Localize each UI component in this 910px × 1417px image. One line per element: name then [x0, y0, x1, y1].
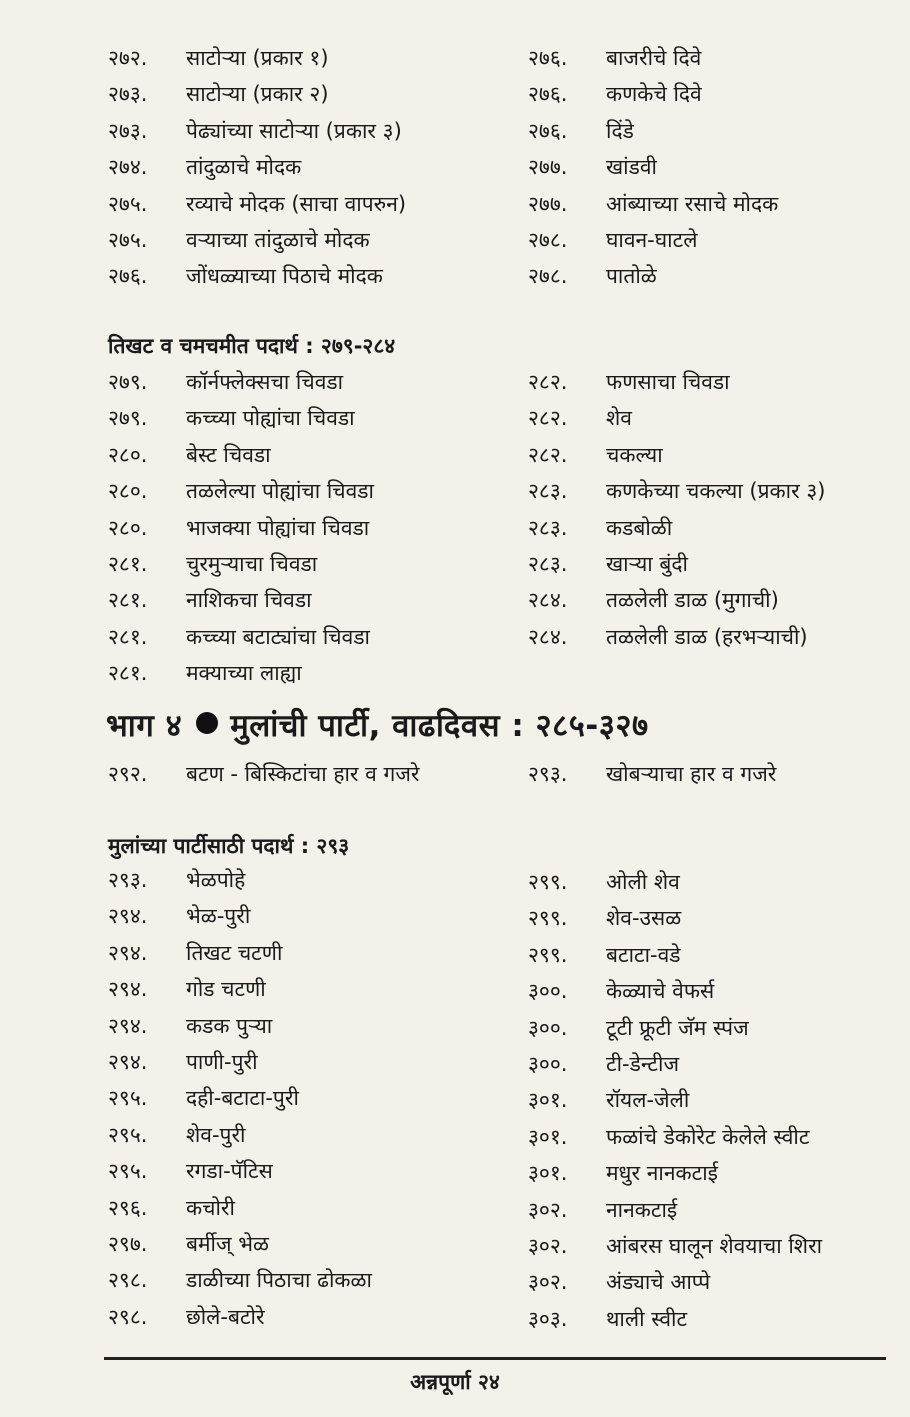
- item-number: २९८.: [108, 1304, 148, 1329]
- item-title: केळ्याचे वेफर्स: [606, 979, 715, 1004]
- list-item: [528, 510, 898, 546]
- list-item: [528, 937, 898, 973]
- item-title: बटण - बिस्किटांचा हार व गजरे: [186, 762, 420, 786]
- item-number: २७७.: [528, 191, 568, 216]
- part4-left-list: [108, 756, 508, 792]
- item-title: फळांचे डेकोरेट केलेले स्वीट: [606, 1124, 810, 1149]
- item-title: खोबऱ्याचा हार व गजरे: [606, 762, 777, 786]
- part4-right-list: [528, 756, 898, 792]
- item-number: २७८.: [528, 264, 568, 289]
- item-title: रव्याचे मोदक (साचा वापरुन): [186, 191, 407, 216]
- item-title: साटोऱ्या (प्रकार १): [186, 46, 329, 70]
- item-title: थाली स्वीट: [606, 1306, 688, 1331]
- block1-right-list: [528, 40, 898, 295]
- section-heading-kids-party: मुलांच्या पार्टीसाठी पदार्थ : २९३: [108, 834, 350, 858]
- list-item: [108, 258, 508, 294]
- item-number: २८३.: [528, 551, 568, 576]
- item-number: २७९.: [108, 406, 148, 431]
- item-title: शेव: [606, 406, 632, 431]
- list-item: [108, 756, 508, 792]
- item-title: मक्याच्या लाह्या: [186, 661, 302, 686]
- item-number: २७९.: [108, 370, 148, 394]
- part-heading: [106, 704, 649, 746]
- list-item: [108, 364, 508, 400]
- item-number: २७६.: [528, 118, 568, 143]
- item-number: २८३.: [528, 479, 568, 504]
- item-number: २८४.: [528, 588, 568, 613]
- list-item: [528, 113, 898, 149]
- list-item: [528, 1192, 898, 1228]
- list-item: [108, 546, 508, 582]
- list-item: [528, 1082, 898, 1118]
- section1-right-list: [528, 364, 898, 655]
- item-title: बर्मीज् भेळ: [186, 1231, 269, 1256]
- list-item: [528, 400, 898, 436]
- item-number: २८१.: [108, 588, 148, 613]
- item-title: पातोळे: [606, 264, 657, 289]
- item-title: पाणी-पुरी: [186, 1049, 258, 1074]
- item-number: २९२.: [108, 762, 148, 786]
- list-item: [108, 510, 508, 546]
- section2-right-list: [528, 864, 898, 1337]
- list-item: [108, 1226, 508, 1262]
- item-number: २९३.: [108, 868, 148, 892]
- list-item: [528, 756, 898, 792]
- item-title: तळलेली डाळ (मुगाची): [606, 588, 779, 613]
- item-title: तळलेल्या पोह्यांचा चिवडा: [186, 479, 374, 504]
- item-number: २८१.: [108, 551, 148, 576]
- list-item: [108, 582, 508, 618]
- item-number: २९८.: [108, 1268, 148, 1293]
- item-title: रॉयल-जेली: [606, 1088, 690, 1113]
- list-item: [528, 258, 898, 294]
- list-item: [108, 1080, 508, 1116]
- item-title: रगडा-पॅटिस: [186, 1159, 273, 1184]
- item-number: २९४.: [108, 977, 148, 1002]
- page-footer: अन्नपूर्णा २४: [410, 1370, 500, 1394]
- item-number: २८२.: [528, 370, 568, 394]
- item-number: २७६.: [528, 82, 568, 107]
- list-item: [528, 364, 898, 400]
- list-item: [108, 862, 508, 898]
- footer-rule: [104, 1357, 886, 1360]
- item-number: ३०३.: [528, 1306, 568, 1331]
- list-item: [528, 1119, 898, 1155]
- item-number: ३०२.: [528, 1197, 568, 1222]
- list-item: [108, 76, 508, 112]
- item-number: २९४.: [108, 940, 148, 965]
- item-title: घावन-घाटले: [606, 227, 698, 252]
- item-title: नानकटाई: [606, 1197, 678, 1222]
- item-number: २९४.: [108, 1049, 148, 1074]
- item-title: शेव-उसळ: [606, 906, 682, 931]
- item-title: कॉर्नफ्लेक्सचा चिवडा: [186, 370, 344, 394]
- item-title: बटाटा-वडे: [606, 942, 681, 967]
- item-number: ३०१.: [528, 1088, 568, 1113]
- block1-left-list: [108, 40, 508, 295]
- item-number: २८०.: [108, 442, 148, 467]
- list-item: [528, 1228, 898, 1264]
- item-number: ३०२.: [528, 1233, 568, 1258]
- item-title: बेस्ट चिवडा: [186, 442, 271, 467]
- item-title: जोंधळ्याच्या पिठाचे मोदक: [186, 264, 383, 289]
- list-item: [108, 1008, 508, 1044]
- list-item: [108, 40, 508, 76]
- item-number: २७२.: [108, 46, 148, 70]
- item-number: २९४.: [108, 904, 148, 929]
- list-item: [108, 1117, 508, 1153]
- list-item: [528, 473, 898, 509]
- list-item: [108, 1299, 508, 1335]
- item-title: शेव-पुरी: [186, 1122, 246, 1147]
- item-number: ३००.: [528, 979, 568, 1004]
- list-item: [108, 186, 508, 222]
- list-item: [108, 619, 508, 655]
- item-number: २९३.: [528, 762, 568, 786]
- item-number: २९९.: [528, 906, 568, 931]
- item-number: २९६.: [108, 1195, 148, 1220]
- list-item: [528, 40, 898, 76]
- item-title: वऱ्याच्या तांदुळाचे मोदक: [186, 227, 370, 252]
- list-item: [108, 898, 508, 934]
- item-number: २८२.: [528, 406, 568, 431]
- list-item: [108, 935, 508, 971]
- list-item: [108, 400, 508, 436]
- list-item: [528, 619, 898, 655]
- bullet-icon: [196, 712, 218, 734]
- list-item: [108, 1044, 508, 1080]
- item-number: ३००.: [528, 1051, 568, 1076]
- item-title: डाळीच्या पिठाचा ढोकळा: [186, 1268, 372, 1293]
- item-title: ओली शेव: [606, 870, 680, 894]
- item-number: २७७.: [528, 155, 568, 180]
- item-title: टूटी फ्रूटी जॅम स्पंज: [606, 1015, 749, 1040]
- section1-left-list: [108, 364, 508, 692]
- list-item: [108, 437, 508, 473]
- item-title: तांदुळाचे मोदक: [186, 155, 302, 180]
- item-title: दिंडे: [606, 118, 634, 143]
- list-item: [528, 76, 898, 112]
- item-number: २९५.: [108, 1122, 148, 1147]
- list-item: [528, 900, 898, 936]
- item-number: २७३.: [108, 118, 148, 143]
- item-number: २९५.: [108, 1086, 148, 1111]
- item-title: बाजरीचे दिवे: [606, 46, 702, 70]
- item-number: २७६.: [108, 264, 148, 289]
- item-title: खांडवी: [606, 155, 657, 180]
- item-title: कडबोळी: [606, 515, 673, 540]
- section-heading-spicy: तिखट व चमचमीत पदार्थ : २७९-२८४: [108, 334, 396, 358]
- list-item: [528, 222, 898, 258]
- item-title: पेढ्यांच्या साटोऱ्या (प्रकार ३): [186, 118, 402, 143]
- item-title: भाजक्या पोह्यांचा चिवडा: [186, 515, 370, 540]
- item-number: २८१.: [108, 661, 148, 686]
- item-number: २८२.: [528, 442, 568, 467]
- list-item: [108, 473, 508, 509]
- item-title: भेळपोहे: [186, 868, 246, 892]
- item-number: २९९.: [528, 942, 568, 967]
- list-item: [528, 546, 898, 582]
- item-title: मधुर नानकटाई: [606, 1161, 718, 1186]
- item-title: अंड्याचे आप्पे: [606, 1270, 711, 1295]
- item-title: कणकेचे दिवे: [606, 82, 702, 107]
- list-item: [108, 1190, 508, 1226]
- list-item: [528, 864, 898, 900]
- list-item: [108, 655, 508, 691]
- list-item: [528, 437, 898, 473]
- item-title: कच्च्या बटाट्यांचा चिवडा: [186, 624, 370, 649]
- item-title: खाऱ्या बुंदी: [606, 551, 688, 576]
- list-item: [108, 1153, 508, 1189]
- list-item: [528, 973, 898, 1009]
- item-title: कचोरी: [186, 1195, 235, 1220]
- item-title: कच्च्या पोह्यांचा चिवडा: [186, 406, 355, 431]
- item-title: नाशिकचा चिवडा: [186, 588, 312, 613]
- list-item: [528, 582, 898, 618]
- list-item: [528, 1264, 898, 1300]
- item-title: टी-डेन्टीज: [606, 1051, 680, 1076]
- item-number: २९४.: [108, 1013, 148, 1038]
- list-item: [108, 1262, 508, 1298]
- item-title: तळलेली डाळ (हरभऱ्याची): [606, 624, 808, 649]
- item-number: २७३.: [108, 82, 148, 107]
- item-title: कडक पुऱ्या: [186, 1013, 273, 1038]
- section2-left-list: [108, 862, 508, 1335]
- part-title: मुलांची पार्टी, वाढदिवस : २८५-३२७: [230, 708, 649, 744]
- part-label: भाग ४: [106, 708, 183, 744]
- item-number: २९७.: [108, 1231, 148, 1256]
- item-number: २७६.: [528, 46, 568, 70]
- list-item: [528, 1046, 898, 1082]
- item-number: ३०१.: [528, 1124, 568, 1149]
- item-title: कणकेच्या चकल्या (प्रकार ३): [606, 479, 826, 504]
- item-number: ३००.: [528, 1015, 568, 1040]
- list-item: [528, 1010, 898, 1046]
- item-number: २७४.: [108, 155, 148, 180]
- item-title: दही-बटाटा-पुरी: [186, 1086, 299, 1111]
- list-item: [108, 971, 508, 1007]
- item-number: २८४.: [528, 624, 568, 649]
- item-title: चुरमुऱ्याचा चिवडा: [186, 551, 318, 576]
- item-number: २९९.: [528, 870, 568, 894]
- item-number: २८०.: [108, 479, 148, 504]
- item-title: चकल्या: [606, 442, 663, 467]
- list-item: [108, 149, 508, 185]
- item-number: २७८.: [528, 227, 568, 252]
- list-item: [108, 222, 508, 258]
- item-number: २८३.: [528, 515, 568, 540]
- list-item: [528, 1155, 898, 1191]
- item-number: २७५.: [108, 191, 148, 216]
- item-number: २७५.: [108, 227, 148, 252]
- item-number: ३०२.: [528, 1270, 568, 1295]
- item-number: २८१.: [108, 624, 148, 649]
- list-item: [108, 113, 508, 149]
- item-title: तिखट चटणी: [186, 940, 283, 965]
- list-item: [528, 186, 898, 222]
- item-number: २९५.: [108, 1159, 148, 1184]
- item-title: छोले-बटोरे: [186, 1304, 265, 1329]
- item-title: गोड चटणी: [186, 977, 266, 1002]
- list-item: [528, 149, 898, 185]
- item-number: ३०१.: [528, 1161, 568, 1186]
- list-item: [528, 1301, 898, 1337]
- item-title: भेळ-पुरी: [186, 904, 251, 929]
- item-number: २८०.: [108, 515, 148, 540]
- item-title: फणसाचा चिवडा: [606, 370, 730, 394]
- item-title: आंब्याच्या रसाचे मोदक: [606, 191, 779, 216]
- item-title: आंबरस घालून शेवयाचा शिरा: [606, 1233, 823, 1258]
- item-title: साटोऱ्या (प्रकार २): [186, 82, 329, 107]
